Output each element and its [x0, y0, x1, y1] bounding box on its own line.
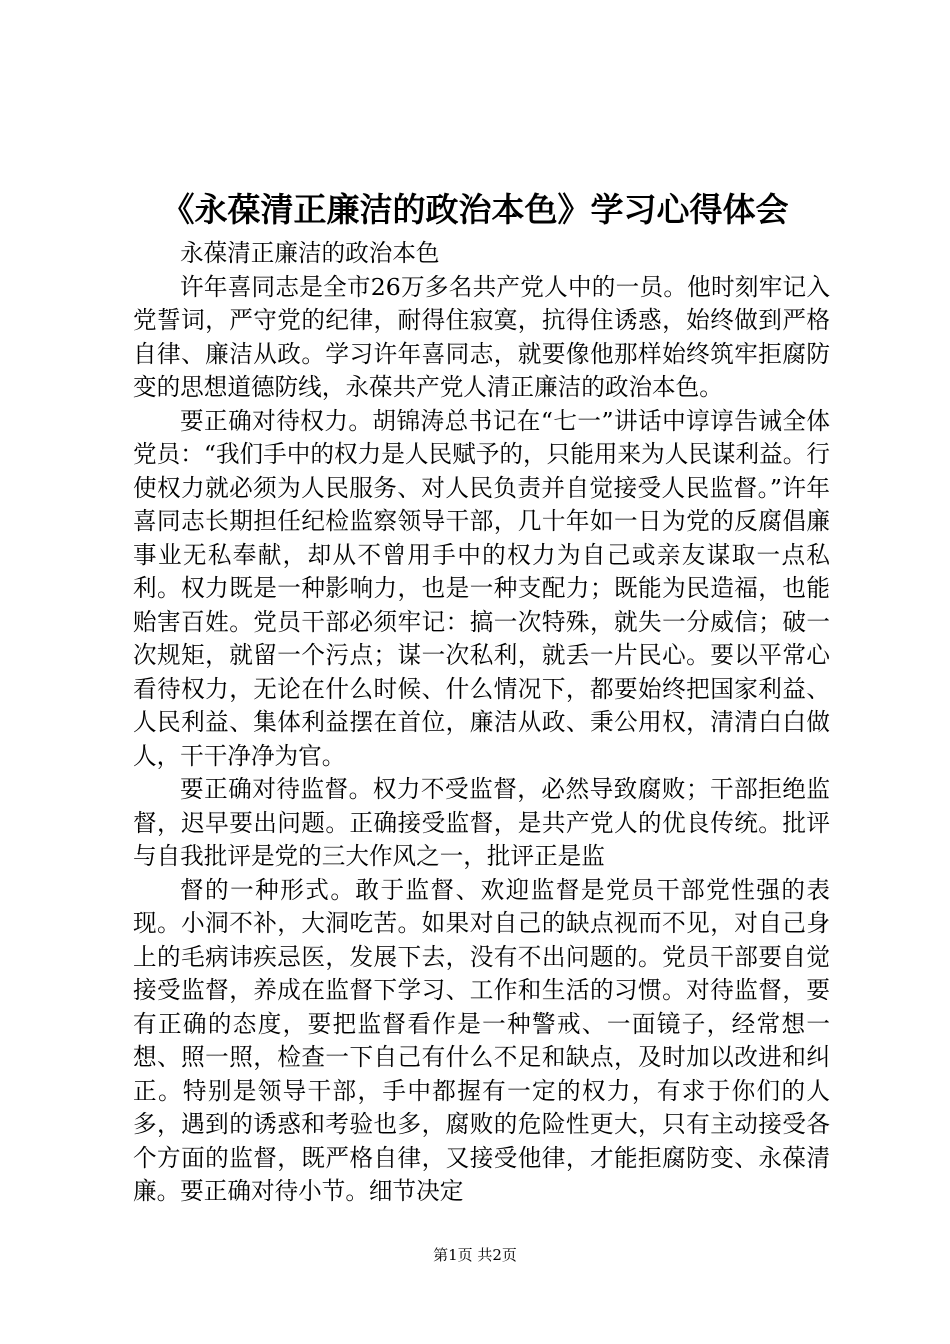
paragraph: 要正确对待权力。胡锦涛总书记在“七一”讲话中谆谆告诫全体党员：“我们手中的权力是人民赋予的，只能用来为人民谋利益。行使权力就必须为人民服务、对人民负责并自觉接受人民监督。”许年喜同志长期担任纪检监察领导干部，几十年如一日为党的反腐倡廉事业无私奉献，却从不曾用手中的权力为自己或亲友谋取一点私利。权力既是一种影响力，也是一种支配力；既能为民造福，也能贻害百姓。党员干部必须牢记：搞一次特殊，就失一分威信；破一次规矩，就留一个污点；谋一次私利，就丢一片民心。要以平常心看待权力，无论在什么时候、什么情况下，都要始终把国家利益、人民利益、集体利益摆在首位，廉洁从政、秉公用权，清清白白做人，干干净净为官。 [133, 406, 830, 770]
paragraph: 许年喜同志是全市26万多名共产党人中的一员。他时刻牢记入党誓词，严守党的纪律，耐得住寂寞，抗得住诱惑，始终做到严格自律、廉洁从政。学习许年喜同志，就要像他那样始终筑牢拒腐防变的思想道德防线，永葆共产党人清正廉洁的政治本色。 [133, 272, 830, 401]
page-number-footer: 第1页 共2页 [433, 1246, 517, 1264]
document-title: 《永葆清正廉洁的政治本色》学习心得体会 [161, 190, 789, 229]
document-body [133, 237, 830, 1209]
document-subtitle: 永葆清正廉洁的政治本色 [180, 239, 440, 267]
paragraph: 督的一种形式。敢于监督、欢迎监督是党员干部党性强的表现。小洞不补，大洞吃苦。如果对自己的缺点视而不见，对自己身上的毛病讳疾忌医，发展下去，没有不出问题的。党员干部要自觉接受监督，养成在监督下学习、工作和生活的习惯。对待监督，要有正确的态度，要把监督看作是一种警戒、一面镜子，经常想一想、照一照，检查一下自己有什么不足和缺点，及时加以改进和纠正。特别是领导干部，手中都握有一定的权力，有求于你们的人多，遇到的诱惑和考验也多，腐败的危险性更大，只有主动接受各个方面的监督，既严格自律，又接受他律，才能拒腐防变、永葆清廉。要正确对待小节。细节决定 [133, 875, 830, 1205]
paragraph: 要正确对待监督。权力不受监督，必然导致腐败；干部拒绝监督，迟早要出问题。正确接受监督，是共产党人的优良传统。批评与自我批评是党的三大作风之一，批评正是监 [133, 775, 830, 870]
